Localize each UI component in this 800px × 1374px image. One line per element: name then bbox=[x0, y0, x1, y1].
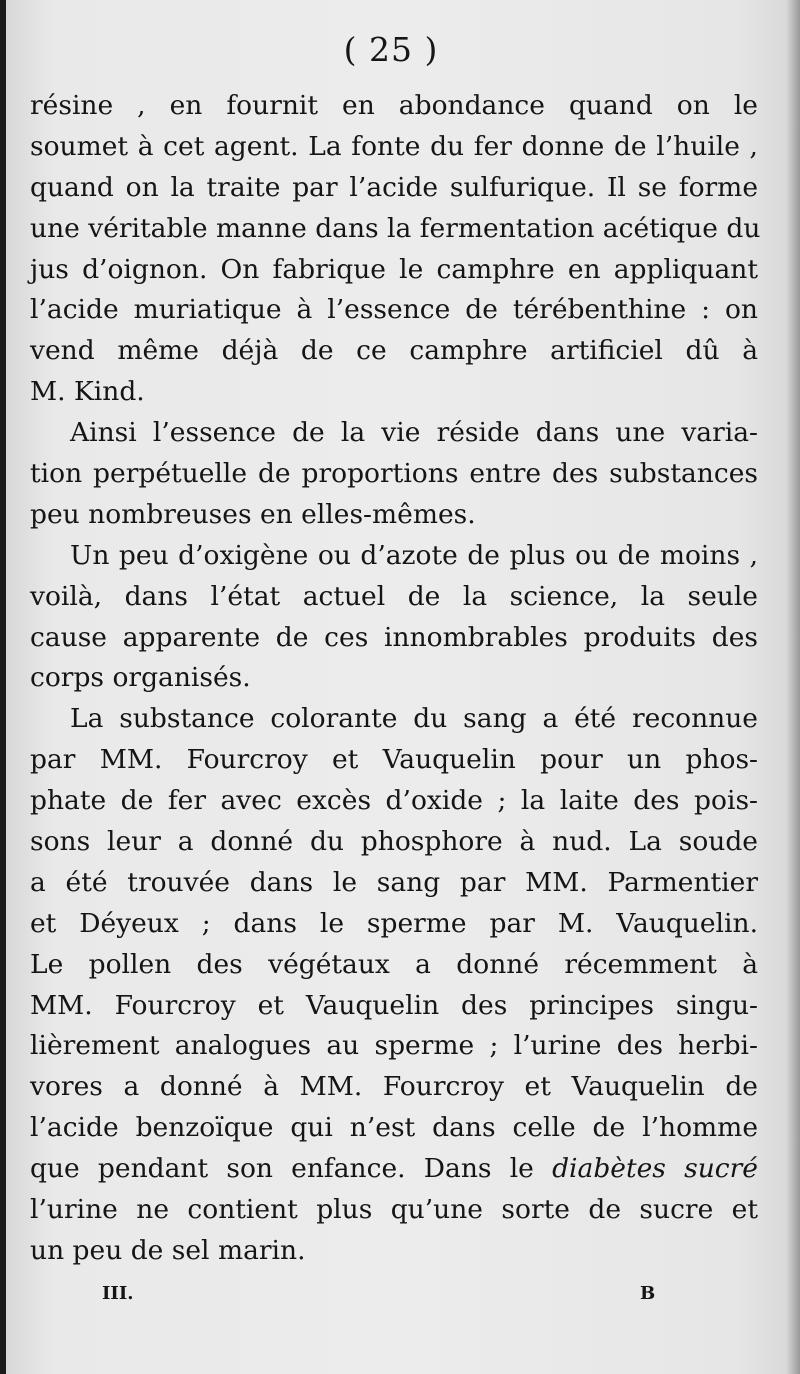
text-line: une véritable manne dans la fermentation acétique du bbox=[30, 212, 761, 244]
text-line: voilà, dans l’état actuel de la science, la seule bbox=[30, 580, 758, 612]
book-page bbox=[6, 0, 800, 1374]
italic-term: diabètes sucré bbox=[552, 1153, 758, 1185]
text-line: La substance colorante du sang a été reconnue bbox=[70, 703, 758, 735]
text-line: Ainsi l’essence de la vie réside dans une varia- bbox=[70, 417, 758, 449]
text-line: phate de fer avec excès d’oxide ; la laite des pois- bbox=[30, 785, 758, 817]
text-line bbox=[30, 1149, 758, 1190]
text-line: par MM. Fourcroy et Vauquelin pour un phos- bbox=[30, 744, 758, 776]
text-line: résine , en fournit en abondance quand on le bbox=[30, 90, 758, 121]
text-line: l’acide muriatique à l’essence de térébenthine : on bbox=[30, 294, 758, 326]
text-line: peu nombreuses en elles-mêmes. bbox=[30, 498, 476, 530]
text-line: M. Kind. bbox=[30, 376, 145, 408]
text-line: cause apparente de ces innombrables produits des bbox=[30, 621, 758, 653]
text-line: a été trouvée dans le sang par MM. Parmentier bbox=[30, 866, 758, 898]
text-line: vores a donné à MM. Fourcroy et Vauquelin de bbox=[30, 1071, 758, 1103]
text-line: et Déyeux ; dans le sperme par M. Vauquelin. bbox=[30, 907, 758, 939]
text-line: l’urine ne contient plus qu’une sorte de sucre et bbox=[30, 1194, 758, 1226]
text-line: un peu de sel marin. bbox=[30, 1234, 306, 1266]
page-number-header: ( 25 ) bbox=[343, 30, 439, 69]
text-line: lièrement analogues au sperme ; l’urine des herbi- bbox=[30, 1030, 758, 1062]
signature-mark-left: III. bbox=[102, 1283, 134, 1304]
text-line: quand on la traite par l’acide sulfurique. Il se forme bbox=[30, 171, 758, 203]
text-line: Un peu d’oxigène ou d’azote de plus ou de moins , bbox=[70, 539, 758, 571]
text-segment: que pendant son enfance. Dans le bbox=[30, 1153, 534, 1185]
text-line: Le pollen des végétaux a donné récemment à bbox=[30, 948, 758, 980]
text-line: sons leur a donné du phosphore à nud. La soude bbox=[30, 826, 758, 858]
text-line: MM. Fourcroy et Vauquelin des principes singu- bbox=[30, 989, 758, 1021]
text-line: vend même déjà de ce camphre artificiel dû à bbox=[30, 335, 758, 367]
page-edge-shadow bbox=[786, 0, 800, 1374]
text-line: corps organisés. bbox=[30, 662, 251, 694]
text-line: jus d’oignon. On fabrique le camphre en appliquant bbox=[30, 253, 758, 285]
page-body-text bbox=[30, 86, 761, 1272]
text-line: l’acide benzoïque qui n’est dans celle de l’homme bbox=[30, 1112, 758, 1144]
text-line: soumet à cet agent. La fonte du fer donne de l’huile , bbox=[30, 130, 758, 162]
text-line: tion perpétuelle de proportions entre des substances bbox=[30, 458, 758, 490]
signature-mark-right: B bbox=[640, 1283, 656, 1304]
